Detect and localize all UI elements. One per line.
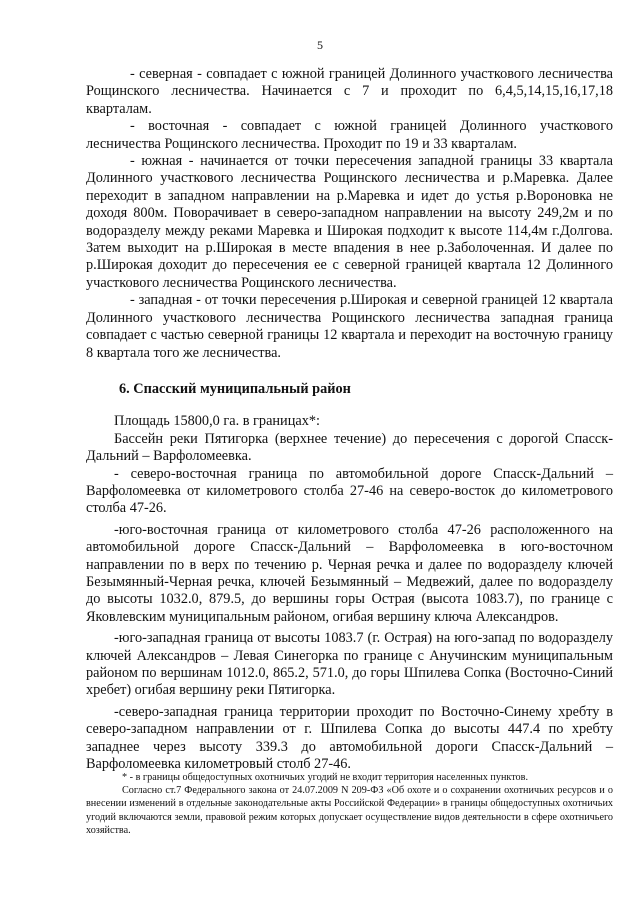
southwest-boundary-paragraph: -юго-западная граница от высоты 1083.7 (г. Острая) на юго-запад по водоразделу ключей Александров – Левая Синегорка по границе с Анучинским муниципальным районом по вершинам 1012.0, 865.2, 571.0, до горы Шпилева Сопка (Восточно-Синий хребет) огибая вершину реки Пятигорка.	[86, 630, 613, 699]
boundary-west-paragraph: - западная - от точки пересечения р.Широкая и северной границей 12 квартала Долинного участкового лесничества Рощинского лесничества западная граница совпадает с частью северной границы 12 квартала и переходит на восточную границу 8 квартала того же лесничества.	[86, 292, 613, 361]
document-body	[86, 66, 613, 773]
footnotes	[86, 771, 613, 837]
southeast-boundary-paragraph: -юго-восточная граница от километрового столба 47-26 расположенного на автомобильной дороге Спасск-Дальний – Варфоломеевка в юго-восточном направлении по в верх по течению р. Черная речка и далее по водоразделу ключей Безымянный-Черная речка, ключей Безымянный – Медвежий, далее по водоразделу до высоты 1032.0, 879.5, до вершины горы Острая (высота 1083.7), по границе с Яковлевским муниципальным районом, огибая вершину ключа Александров.	[86, 521, 613, 625]
area-paragraph: Площадь 15800,0 га. в границах*:	[114, 413, 320, 430]
boundary-east-paragraph: - восточная - совпадает с южной границей Долинного участкового лесничества Рощинского лесничества. Проходит по 19 и 33 кварталам.	[86, 118, 613, 152]
boundary-north-paragraph: - северная - совпадает с южной границей Долинного участкового лесничества Рощинского лесничества. Начинается с 7 и проходит по 6,4,5,14,15,16,17,18 кварталам.	[86, 66, 613, 117]
basin-paragraph: Бассейн реки Пятигорка (верхнее течение) до пересечения с дорогой Спасск-Дальний – Варфоломеевка.	[86, 430, 613, 465]
northeast-boundary-paragraph: - северо-восточная граница по автомобильной дороге Спасск-Дальний – Варфоломеевка от километрового столба 27-46 на северо-восток до километрового столба 47-26.	[86, 465, 613, 517]
boundary-south-paragraph: - южная - начинается от точки пересечения западной границы 33 квартала Долинного участкового лесничества Рощинского лесничества и р.Маревка. Далее переходит в западном направлении на р.Маревка и идет до устья р.Вороновка не доходя 800м. Поворачивает в северо-западном направлении на высоту 249,2м и по водоразделу между реками Маревка и Широкая подходит к высоте 114,4м г.Долгова. Затем выходит на р.Широкая в месте впадения в нее р.Заболоченная. И далее по р.Широкая доходит до пересечения ее с северной границей квартала 12 Долинного участкового лесничества Рощинского лесничества.	[86, 153, 613, 291]
footnote-law-reference: Согласно ст.7 Федерального закона от 24.07.2009 N 209-ФЗ «Об охоте и о сохранении охотничьих ресурсов и о внесении изменений в отдельные законодательные акты Российской Федерации» в границы общедоступных охотничьих угодий включаются земли, правовой режим которых допускает осуществление видов деятельности в сфере охотничьего хозяйства.	[86, 785, 613, 836]
northwest-boundary-paragraph: -северо-западная граница территории проходит по Восточно-Синему хребту в северо-западном направлении от г. Шпилева Сопка до высоты 447.4 по хребту западнее через высоту 339.3 до автомобильной дороги Спасск-Дальний – Варфоломеевка километровый столб 27-46.	[86, 703, 613, 773]
footnote-asterisk: * - в границы общедоступных охотничьих угодий не входит территория населенных пунктов.	[122, 772, 529, 783]
page-number: 5	[317, 38, 323, 52]
section-heading: 6. Спасский муниципальный район	[119, 380, 351, 397]
